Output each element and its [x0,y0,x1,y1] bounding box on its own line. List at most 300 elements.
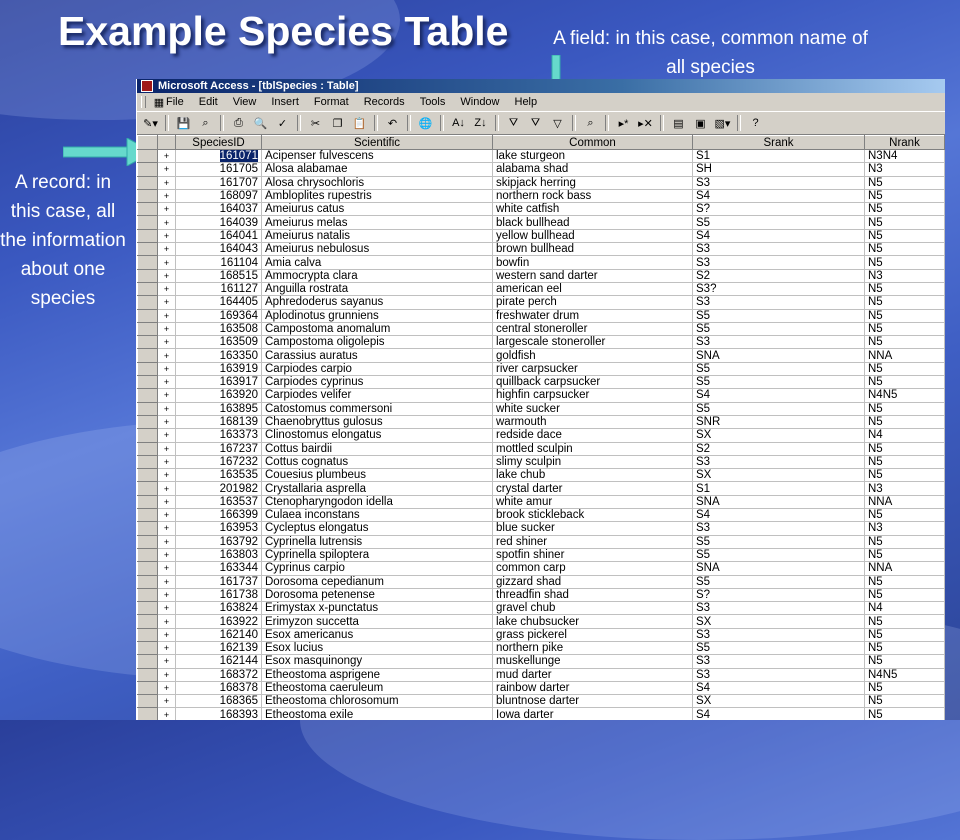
cell-common[interactable] [493,389,693,402]
cell-srank[interactable] [693,309,865,322]
record-selector[interactable] [138,522,158,535]
cell-nrank[interactable] [865,588,945,601]
cell-srank[interactable] [693,455,865,468]
cell-nrank[interactable] [865,243,945,256]
expand-subdatasheet-icon[interactable]: + [158,535,176,548]
record-selector[interactable] [138,628,158,641]
find-icon[interactable]: ⌕ [587,116,594,129]
expand-subdatasheet-icon[interactable]: + [158,655,176,668]
cell-scientific[interactable] [262,495,493,508]
cell-common[interactable] [493,296,693,309]
cell-nrank[interactable] [865,641,945,654]
cell-nrank[interactable] [865,402,945,415]
cell-nrank[interactable] [865,256,945,269]
expand-subdatasheet-icon[interactable]: + [158,442,176,455]
cell-speciesid[interactable] [176,296,262,309]
database-window-icon[interactable]: ▣ [695,117,706,130]
cell-common[interactable] [493,229,693,242]
cell-nrank[interactable] [865,575,945,588]
cell-srank[interactable] [693,655,865,668]
cell-srank[interactable] [693,509,865,522]
record-selector[interactable] [138,668,158,681]
cell-scientific[interactable] [262,415,493,428]
cell-srank[interactable] [693,615,865,628]
cell-common[interactable] [493,415,693,428]
table-row[interactable] [138,482,945,495]
table-row[interactable] [138,269,945,282]
record-selector[interactable] [138,562,158,575]
cell-common[interactable] [493,216,693,229]
table-row[interactable] [138,189,945,202]
record-selector[interactable] [138,548,158,561]
cell-speciesid[interactable] [176,362,262,375]
print-preview-icon[interactable]: 🔍 [253,117,268,130]
table-row[interactable] [138,495,945,508]
expand-subdatasheet-icon[interactable]: + [158,150,176,163]
record-selector[interactable] [138,349,158,362]
expand-subdatasheet-icon[interactable]: + [158,282,176,295]
cell-speciesid[interactable] [176,389,262,402]
cell-common[interactable] [493,349,693,362]
expand-subdatasheet-icon[interactable]: + [158,309,176,322]
cell-speciesid[interactable] [176,336,262,349]
select-all-corner[interactable] [138,136,158,150]
cell-nrank[interactable] [865,628,945,641]
cell-nrank[interactable] [865,535,945,548]
table-row[interactable] [138,455,945,468]
cell-speciesid[interactable] [176,322,262,335]
cell-srank[interactable] [693,522,865,535]
search-file-icon[interactable]: ⌕ [202,116,209,129]
record-selector[interactable] [138,309,158,322]
cell-nrank[interactable] [865,336,945,349]
cell-nrank[interactable] [865,376,945,389]
cell-common[interactable] [493,482,693,495]
table-row[interactable] [138,548,945,561]
expand-subdatasheet-icon[interactable]: + [158,415,176,428]
expand-subdatasheet-icon[interactable]: + [158,203,176,216]
cell-speciesid[interactable] [176,150,262,163]
cell-speciesid[interactable] [176,575,262,588]
cell-speciesid[interactable] [176,535,262,548]
table-row[interactable] [138,256,945,269]
cell-speciesid[interactable] [176,495,262,508]
expand-subdatasheet-icon[interactable]: + [158,522,176,535]
table-row[interactable] [138,282,945,295]
table-row[interactable] [138,349,945,362]
table-row[interactable] [138,562,945,575]
cell-scientific[interactable] [262,163,493,176]
expand-subdatasheet-icon[interactable]: + [158,602,176,615]
cell-nrank[interactable] [865,269,945,282]
expand-subdatasheet-icon[interactable]: + [158,402,176,415]
record-selector[interactable] [138,176,158,189]
apply-filter-icon[interactable]: ▽ [553,117,562,130]
cell-srank[interactable] [693,189,865,202]
record-selector[interactable] [138,362,158,375]
cell-scientific[interactable] [262,256,493,269]
expand-subdatasheet-icon[interactable]: + [158,628,176,641]
cell-srank[interactable] [693,495,865,508]
cell-scientific[interactable] [262,429,493,442]
table-row[interactable] [138,415,945,428]
cell-scientific[interactable] [262,309,493,322]
expand-subdatasheet-icon[interactable]: + [158,695,176,708]
cell-common[interactable] [493,681,693,694]
expand-subdatasheet-icon[interactable]: + [158,269,176,282]
cell-srank[interactable] [693,376,865,389]
expand-subdatasheet-icon[interactable]: + [158,256,176,269]
cell-nrank[interactable] [865,548,945,561]
table-row[interactable] [138,150,945,163]
table-row[interactable] [138,163,945,176]
record-selector[interactable] [138,695,158,708]
cell-nrank[interactable] [865,282,945,295]
cell-nrank[interactable] [865,509,945,522]
record-selector[interactable] [138,243,158,256]
cell-common[interactable] [493,150,693,163]
cell-srank[interactable] [693,150,865,163]
cell-speciesid[interactable] [176,548,262,561]
cell-speciesid[interactable] [176,203,262,216]
cell-common[interactable] [493,509,693,522]
cell-common[interactable] [493,495,693,508]
expand-subdatasheet-icon[interactable]: + [158,562,176,575]
cell-common[interactable] [493,562,693,575]
table-row[interactable] [138,695,945,708]
cell-nrank[interactable] [865,695,945,708]
cell-speciesid[interactable] [176,482,262,495]
cell-common[interactable] [493,575,693,588]
cell-common[interactable] [493,256,693,269]
cell-nrank[interactable] [865,389,945,402]
record-selector[interactable] [138,389,158,402]
expand-subdatasheet-icon[interactable]: + [158,495,176,508]
table-row[interactable] [138,402,945,415]
cell-scientific[interactable] [262,296,493,309]
cell-common[interactable] [493,455,693,468]
cell-nrank[interactable] [865,655,945,668]
undo-icon[interactable]: ↶ [387,117,398,130]
expand-subdatasheet-icon[interactable]: + [158,336,176,349]
cell-nrank[interactable] [865,668,945,681]
cell-common[interactable] [493,522,693,535]
record-selector[interactable] [138,602,158,615]
cell-nrank[interactable] [865,229,945,242]
cell-common[interactable] [493,203,693,216]
expand-subdatasheet-icon[interactable]: + [158,575,176,588]
sort-ascending-icon[interactable]: A↓ [452,117,465,129]
cell-srank[interactable] [693,641,865,654]
cell-nrank[interactable] [865,522,945,535]
cell-srank[interactable] [693,415,865,428]
cell-speciesid[interactable] [176,628,262,641]
save-icon[interactable]: 💾 [176,117,191,130]
expand-subdatasheet-icon[interactable]: + [158,376,176,389]
cell-srank[interactable] [693,176,865,189]
record-selector[interactable] [138,535,158,548]
cell-srank[interactable] [693,163,865,176]
cell-srank[interactable] [693,548,865,561]
sort-descending-icon[interactable]: Z↓ [474,117,487,129]
cell-scientific[interactable] [262,349,493,362]
record-selector[interactable] [138,150,158,163]
record-selector[interactable] [138,402,158,415]
record-selector[interactable] [138,269,158,282]
cell-common[interactable] [493,269,693,282]
record-selector[interactable] [138,575,158,588]
cut-icon[interactable]: ✂ [310,117,321,130]
cell-common[interactable] [493,429,693,442]
cell-nrank[interactable] [865,495,945,508]
cell-nrank[interactable] [865,482,945,495]
print-icon[interactable]: ⎙ [234,116,243,129]
hyperlink-icon[interactable]: 🌐 [418,117,433,130]
cell-nrank[interactable] [865,442,945,455]
record-selector[interactable] [138,322,158,335]
table-row[interactable] [138,615,945,628]
cell-common[interactable] [493,402,693,415]
expand-subdatasheet-icon[interactable]: + [158,349,176,362]
cell-common[interactable] [493,668,693,681]
expand-subdatasheet-icon[interactable]: + [158,455,176,468]
record-selector[interactable] [138,376,158,389]
new-record-icon[interactable]: ▸* [618,117,629,130]
cell-scientific[interactable] [262,681,493,694]
cell-common[interactable] [493,189,693,202]
cell-speciesid[interactable] [176,615,262,628]
column-header-nrank[interactable]: Nrank [865,136,945,150]
cell-speciesid[interactable] [176,668,262,681]
delete-record-icon[interactable]: ▸✕ [638,117,653,130]
cell-nrank[interactable] [865,708,945,720]
cell-nrank[interactable] [865,176,945,189]
cell-srank[interactable] [693,681,865,694]
cell-nrank[interactable] [865,469,945,482]
table-row[interactable] [138,575,945,588]
record-selector[interactable] [138,482,158,495]
cell-srank[interactable] [693,575,865,588]
cell-scientific[interactable] [262,269,493,282]
record-selector[interactable] [138,296,158,309]
cell-srank[interactable] [693,243,865,256]
cell-common[interactable] [493,628,693,641]
cell-srank[interactable] [693,442,865,455]
cell-nrank[interactable] [865,562,945,575]
expand-subdatasheet-icon[interactable]: + [158,362,176,375]
cell-speciesid[interactable] [176,469,262,482]
cell-scientific[interactable] [262,203,493,216]
cell-nrank[interactable] [865,189,945,202]
cell-srank[interactable] [693,562,865,575]
cell-srank[interactable] [693,402,865,415]
cell-scientific[interactable] [262,695,493,708]
cell-speciesid[interactable] [176,376,262,389]
cell-scientific[interactable] [262,522,493,535]
table-row[interactable] [138,309,945,322]
record-selector[interactable] [138,203,158,216]
table-row[interactable] [138,429,945,442]
cell-srank[interactable] [693,362,865,375]
cell-common[interactable] [493,176,693,189]
record-selector[interactable] [138,509,158,522]
cell-scientific[interactable] [262,615,493,628]
cell-scientific[interactable] [262,455,493,468]
spell-check-icon[interactable]: ✓ [277,117,288,130]
cell-speciesid[interactable] [176,442,262,455]
table-row[interactable] [138,216,945,229]
table-row[interactable] [138,469,945,482]
cell-nrank[interactable] [865,349,945,362]
cell-nrank[interactable] [865,203,945,216]
cell-srank[interactable] [693,296,865,309]
table-row[interactable] [138,535,945,548]
expand-subdatasheet-icon[interactable]: + [158,588,176,601]
cell-common[interactable] [493,362,693,375]
column-header-speciesid[interactable]: SpeciesID [176,136,262,150]
table-row[interactable] [138,522,945,535]
cell-common[interactable] [493,695,693,708]
cell-scientific[interactable] [262,216,493,229]
record-selector[interactable] [138,229,158,242]
cell-common[interactable] [493,336,693,349]
cell-common[interactable] [493,163,693,176]
cell-scientific[interactable] [262,189,493,202]
cell-srank[interactable] [693,322,865,335]
table-row[interactable] [138,376,945,389]
cell-scientific[interactable] [262,708,493,720]
cell-scientific[interactable] [262,548,493,561]
cell-scientific[interactable] [262,229,493,242]
paste-icon[interactable]: 📋 [352,117,367,130]
expand-subdatasheet-icon[interactable]: + [158,229,176,242]
record-selector[interactable] [138,415,158,428]
cell-srank[interactable] [693,229,865,242]
menu-format[interactable]: Format [313,96,349,108]
cell-nrank[interactable] [865,150,945,163]
table-row[interactable] [138,203,945,216]
cell-srank[interactable] [693,588,865,601]
cell-speciesid[interactable] [176,602,262,615]
cell-speciesid[interactable] [176,176,262,189]
cell-nrank[interactable] [865,309,945,322]
cell-srank[interactable] [693,349,865,362]
menu-file[interactable]: File [166,96,184,108]
cell-speciesid[interactable] [176,243,262,256]
table-row[interactable] [138,322,945,335]
cell-nrank[interactable] [865,602,945,615]
cell-nrank[interactable] [865,296,945,309]
expand-subdatasheet-icon[interactable]: + [158,322,176,335]
cell-srank[interactable] [693,469,865,482]
record-selector[interactable] [138,455,158,468]
cell-srank[interactable] [693,708,865,720]
new-object-icon[interactable]: ▧▾ [714,117,731,130]
cell-srank[interactable] [693,602,865,615]
cell-speciesid[interactable] [176,256,262,269]
cell-speciesid[interactable] [176,695,262,708]
cell-scientific[interactable] [262,176,493,189]
record-selector[interactable] [138,336,158,349]
expand-subdatasheet-icon[interactable]: + [158,189,176,202]
cell-srank[interactable] [693,282,865,295]
copy-icon[interactable]: ❐ [332,117,343,130]
cell-scientific[interactable] [262,243,493,256]
table-row[interactable] [138,229,945,242]
cell-srank[interactable] [693,389,865,402]
cell-common[interactable] [493,708,693,720]
cell-srank[interactable] [693,695,865,708]
table-row[interactable] [138,681,945,694]
expand-subdatasheet-icon[interactable]: + [158,681,176,694]
cell-speciesid[interactable] [176,455,262,468]
cell-common[interactable] [493,309,693,322]
table-row[interactable] [138,588,945,601]
cell-srank[interactable] [693,203,865,216]
record-selector[interactable] [138,708,158,720]
cell-speciesid[interactable] [176,681,262,694]
cell-common[interactable] [493,376,693,389]
cell-srank[interactable] [693,668,865,681]
cell-scientific[interactable] [262,389,493,402]
record-selector[interactable] [138,495,158,508]
cell-nrank[interactable] [865,163,945,176]
cell-speciesid[interactable] [176,655,262,668]
cell-common[interactable] [493,243,693,256]
table-row[interactable] [138,442,945,455]
record-selector[interactable] [138,641,158,654]
table-row[interactable] [138,176,945,189]
expand-subdatasheet-icon[interactable]: + [158,708,176,720]
cell-speciesid[interactable] [176,415,262,428]
column-header-common[interactable]: Common [493,136,693,150]
cell-speciesid[interactable] [176,282,262,295]
record-selector[interactable] [138,442,158,455]
cell-srank[interactable] [693,269,865,282]
menu-edit[interactable]: Edit [198,96,218,108]
column-header-scientific[interactable]: Scientific [262,136,493,150]
cell-srank[interactable] [693,216,865,229]
table-row[interactable] [138,336,945,349]
cell-speciesid[interactable] [176,429,262,442]
cell-scientific[interactable] [262,641,493,654]
cell-speciesid[interactable] [176,588,262,601]
expand-subdatasheet-icon[interactable]: + [158,469,176,482]
cell-scientific[interactable] [262,322,493,335]
cell-scientific[interactable] [262,469,493,482]
table-row[interactable] [138,296,945,309]
table-row[interactable] [138,641,945,654]
cell-scientific[interactable] [262,336,493,349]
menu-tools[interactable]: Tools [419,96,446,108]
menu-view[interactable]: View [232,96,257,108]
cell-scientific[interactable] [262,655,493,668]
cell-speciesid[interactable] [176,708,262,720]
cell-nrank[interactable] [865,455,945,468]
cell-speciesid[interactable] [176,349,262,362]
cell-nrank[interactable] [865,429,945,442]
cell-common[interactable] [493,548,693,561]
table-menu-icon[interactable]: ▦ [153,96,165,109]
cell-speciesid[interactable] [176,216,262,229]
cell-srank[interactable] [693,628,865,641]
cell-scientific[interactable] [262,482,493,495]
cell-common[interactable] [493,655,693,668]
cell-scientific[interactable] [262,402,493,415]
cell-srank[interactable] [693,429,865,442]
record-selector[interactable] [138,282,158,295]
cell-speciesid[interactable] [176,269,262,282]
